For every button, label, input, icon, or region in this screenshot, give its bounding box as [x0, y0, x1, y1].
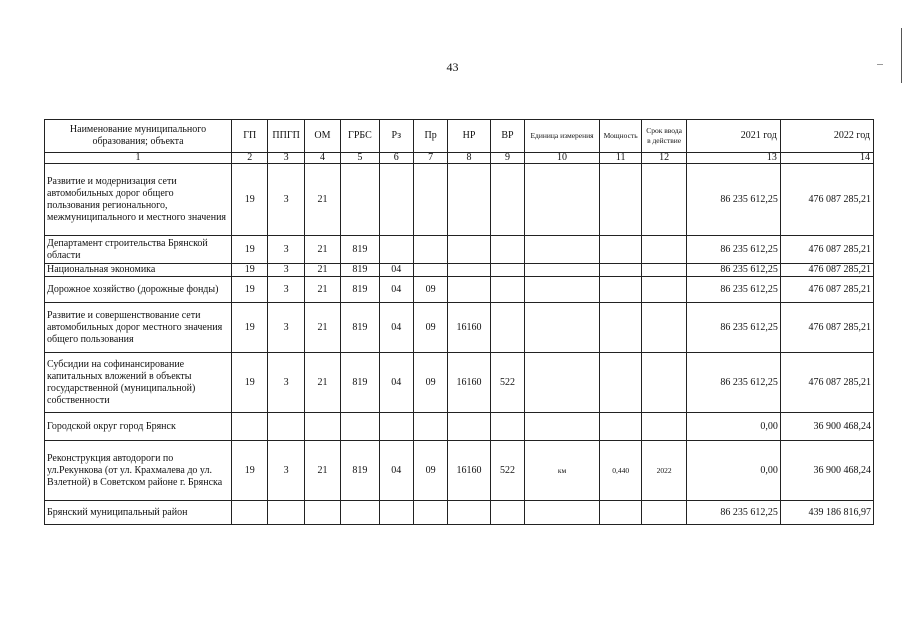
- cell-unit: [525, 501, 600, 525]
- cell-rz: [379, 413, 413, 441]
- cell-y2021: 86 235 612,25: [686, 264, 780, 277]
- cell-unit: [525, 277, 600, 303]
- cell-y2021: 86 235 612,25: [686, 501, 780, 525]
- cell-gp: 19: [232, 353, 268, 413]
- cell-power: 0,440: [599, 441, 641, 501]
- cell-pr: [413, 236, 447, 264]
- cell-nr: [448, 264, 490, 277]
- cell-power: [599, 501, 641, 525]
- cell-power: [599, 303, 641, 353]
- cell-gp: 19: [232, 236, 268, 264]
- cell-power: [599, 277, 641, 303]
- cell-rz: [379, 236, 413, 264]
- column-number: 14: [780, 153, 873, 164]
- column-number: 9: [490, 153, 524, 164]
- cell-y2022: 476 087 285,21: [780, 264, 873, 277]
- cell-name: Развитие и совершенствование сети автомобильных дорог местного значения общего пользования: [45, 303, 232, 353]
- header-vr: ВР: [490, 120, 524, 153]
- cell-ppgp: 3: [268, 353, 304, 413]
- cell-vr: [490, 264, 524, 277]
- cell-grbs: 819: [341, 303, 379, 353]
- cell-y2022: 36 900 468,24: [780, 413, 873, 441]
- cell-y2022: 476 087 285,21: [780, 353, 873, 413]
- cell-unit: км: [525, 441, 600, 501]
- cell-nr: 16160: [448, 303, 490, 353]
- header-term: Срок ввода в действие: [642, 120, 686, 153]
- cell-grbs: 819: [341, 441, 379, 501]
- header-2022: 2022 год: [780, 120, 873, 153]
- table-row: [45, 164, 874, 236]
- cell-term: [642, 264, 686, 277]
- cell-y2022: 36 900 468,24: [780, 441, 873, 501]
- header-rz: Рз: [379, 120, 413, 153]
- table-row: [45, 501, 874, 525]
- table-row: [45, 303, 874, 353]
- header-gp: ГП: [232, 120, 268, 153]
- column-number: 8: [448, 153, 490, 164]
- cell-om: 21: [304, 277, 340, 303]
- header-row: [45, 120, 874, 153]
- cell-unit: [525, 303, 600, 353]
- cell-ppgp: 3: [268, 236, 304, 264]
- cell-term: [642, 413, 686, 441]
- cell-y2022: 476 087 285,21: [780, 277, 873, 303]
- column-number: 3: [268, 153, 304, 164]
- cell-y2022: 476 087 285,21: [780, 303, 873, 353]
- cell-om: 21: [304, 236, 340, 264]
- cell-grbs: [341, 164, 379, 236]
- cell-rz: 04: [379, 264, 413, 277]
- cell-rz: [379, 164, 413, 236]
- cell-ppgp: 3: [268, 303, 304, 353]
- cell-pr: [413, 164, 447, 236]
- column-number: 13: [686, 153, 780, 164]
- cell-y2021: 86 235 612,25: [686, 277, 780, 303]
- column-number: 7: [413, 153, 447, 164]
- cell-y2021: 0,00: [686, 441, 780, 501]
- cell-gp: [232, 501, 268, 525]
- cell-unit: [525, 413, 600, 441]
- cell-rz: [379, 501, 413, 525]
- cell-nr: [448, 164, 490, 236]
- cell-term: [642, 236, 686, 264]
- page-number: 43: [446, 60, 459, 74]
- cell-gp: 19: [232, 264, 268, 277]
- cell-vr: [490, 236, 524, 264]
- cell-ppgp: 3: [268, 277, 304, 303]
- cell-grbs: [341, 413, 379, 441]
- cell-grbs: 819: [341, 353, 379, 413]
- header-grbs: ГРБС: [341, 120, 379, 153]
- cell-om: [304, 501, 340, 525]
- table-row: [45, 236, 874, 264]
- column-number: 6: [379, 153, 413, 164]
- cell-grbs: 819: [341, 264, 379, 277]
- cell-vr: [490, 303, 524, 353]
- table-row: [45, 353, 874, 413]
- cell-ppgp: [268, 501, 304, 525]
- cell-power: [599, 264, 641, 277]
- cell-grbs: 819: [341, 277, 379, 303]
- cell-name: Развитие и модернизация сети автомобильных дорог общего пользования регионального, межмуниципального и местного значения: [45, 164, 232, 236]
- cell-name: Департамент строительства Брянской области: [45, 236, 232, 264]
- cell-power: [599, 353, 641, 413]
- cell-power: [599, 413, 641, 441]
- cell-y2021: 86 235 612,25: [686, 303, 780, 353]
- cell-vr: [490, 413, 524, 441]
- table-row: [45, 277, 874, 303]
- table-row: [45, 413, 874, 441]
- cell-y2021: 86 235 612,25: [686, 164, 780, 236]
- header-unit: Единица измерения: [525, 120, 600, 153]
- header-2021: 2021 год: [686, 120, 780, 153]
- cell-grbs: 819: [341, 236, 379, 264]
- cell-ppgp: 3: [268, 264, 304, 277]
- cell-unit: [525, 264, 600, 277]
- cell-grbs: [341, 501, 379, 525]
- cell-rz: 04: [379, 353, 413, 413]
- cell-gp: [232, 413, 268, 441]
- cell-y2021: 86 235 612,25: [686, 236, 780, 264]
- cell-power: [599, 164, 641, 236]
- cell-om: 21: [304, 264, 340, 277]
- column-number: 11: [599, 153, 641, 164]
- cell-ppgp: 3: [268, 164, 304, 236]
- column-number: 4: [304, 153, 340, 164]
- cell-nr: [448, 413, 490, 441]
- cell-nr: [448, 236, 490, 264]
- column-number: 12: [642, 153, 686, 164]
- cell-power: [599, 236, 641, 264]
- cell-om: 21: [304, 441, 340, 501]
- cell-nr: [448, 277, 490, 303]
- cell-name: Реконструкция автодороги по ул.Рекункова (от ул. Крахмалева до ул. Взлетной) в Советском районе г. Брянска: [45, 441, 232, 501]
- cell-y2022: 476 087 285,21: [780, 236, 873, 264]
- cell-term: [642, 303, 686, 353]
- cell-gp: 19: [232, 164, 268, 236]
- cell-term: [642, 277, 686, 303]
- header-ppgp: ППГП: [268, 120, 304, 153]
- scan-edge-mark: [901, 28, 902, 83]
- cell-term: [642, 501, 686, 525]
- cell-vr: [490, 277, 524, 303]
- cell-vr: [490, 164, 524, 236]
- cell-y2022: 476 087 285,21: [780, 164, 873, 236]
- cell-ppgp: 3: [268, 441, 304, 501]
- cell-rz: 04: [379, 441, 413, 501]
- column-number-row: [45, 153, 874, 164]
- table-body: [45, 164, 874, 525]
- cell-term: 2022: [642, 441, 686, 501]
- cell-vr: [490, 501, 524, 525]
- cell-vr: 522: [490, 353, 524, 413]
- cell-rz: 04: [379, 303, 413, 353]
- cell-pr: [413, 501, 447, 525]
- column-number: 2: [232, 153, 268, 164]
- cell-rz: 04: [379, 277, 413, 303]
- cell-name: Дорожное хозяйство (дорожные фонды): [45, 277, 232, 303]
- header-power: Мощность: [599, 120, 641, 153]
- cell-nr: 16160: [448, 441, 490, 501]
- cell-unit: [525, 353, 600, 413]
- header-nr: НР: [448, 120, 490, 153]
- cell-pr: 09: [413, 277, 447, 303]
- cell-pr: [413, 413, 447, 441]
- cell-y2021: 0,00: [686, 413, 780, 441]
- cell-name: Национальная экономика: [45, 264, 232, 277]
- column-number: 10: [525, 153, 600, 164]
- budget-table: [44, 119, 874, 525]
- cell-unit: [525, 236, 600, 264]
- cell-om: 21: [304, 164, 340, 236]
- cell-om: [304, 413, 340, 441]
- cell-pr: 09: [413, 353, 447, 413]
- cell-term: [642, 353, 686, 413]
- header-pr: Пр: [413, 120, 447, 153]
- cell-pr: 09: [413, 303, 447, 353]
- cell-om: 21: [304, 353, 340, 413]
- cell-unit: [525, 164, 600, 236]
- cell-gp: 19: [232, 277, 268, 303]
- cell-name: Брянский муниципальный район: [45, 501, 232, 525]
- cell-y2021: 86 235 612,25: [686, 353, 780, 413]
- cell-gp: 19: [232, 303, 268, 353]
- table-row: [45, 264, 874, 277]
- column-number: 5: [341, 153, 379, 164]
- cell-name: Городской округ город Брянск: [45, 413, 232, 441]
- scan-speck: [877, 64, 883, 65]
- cell-nr: [448, 501, 490, 525]
- cell-vr: 522: [490, 441, 524, 501]
- cell-y2022: 439 186 816,97: [780, 501, 873, 525]
- cell-nr: 16160: [448, 353, 490, 413]
- header-om: ОМ: [304, 120, 340, 153]
- cell-pr: [413, 264, 447, 277]
- cell-om: 21: [304, 303, 340, 353]
- cell-term: [642, 164, 686, 236]
- cell-name: Субсидии на софинансирование капитальных вложений в объекты государственной (муниципальной) собственности: [45, 353, 232, 413]
- cell-gp: 19: [232, 441, 268, 501]
- column-number: 1: [45, 153, 232, 164]
- cell-pr: 09: [413, 441, 447, 501]
- table-row: [45, 441, 874, 501]
- cell-ppgp: [268, 413, 304, 441]
- header-name: Наименование муниципального образования; объекта: [45, 120, 232, 153]
